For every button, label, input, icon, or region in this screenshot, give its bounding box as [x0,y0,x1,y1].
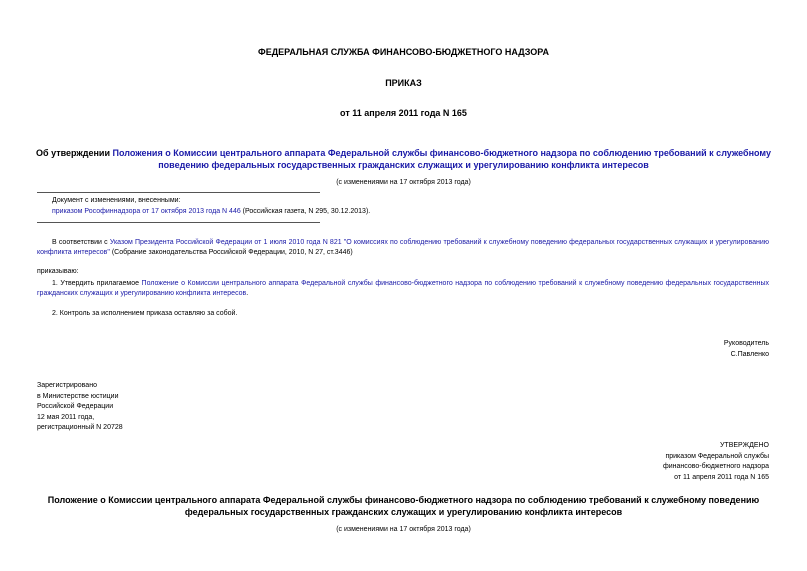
item-2: 2. Контроль за исполнением приказа оставляю за собой. [52,310,238,317]
approved-line: приказом Федеральной службы [665,452,769,460]
revision-note: (с изменениями на 17 октября 2013 года) [336,179,471,186]
registration-line: в Министерстве юстиции [37,392,119,400]
registration-line: регистрационный N 20728 [37,424,123,432]
divider-bottom [37,222,320,223]
amendments-line [52,208,370,215]
doc-title [36,147,771,171]
preamble-prefix: В соответствии с [52,239,110,246]
approved-line: УТВЕРЖДЕНО [719,442,769,449]
registration-block [37,381,123,434]
agency-heading: ФЕДЕРАЛЬНАЯ СЛУЖБА ФИНАНСОВО-БЮДЖЕТНОГО НАДЗОРА [258,47,549,57]
preamble-tail: (Собрание законодательства Российской Федерации, 2010, N 27, ст.3446) [109,249,353,256]
regulation-title: Положение о Комиссии центрального аппарата Федеральной службы финансово-бюджетного надзора по соблюдению требований к служебному поведению федеральных государственных гражданских служащих и урегулированию конфликта интересов [47,495,760,517]
amendment-tail: (Российская газета, N 295, 30.12.2013). [240,208,371,215]
regulation-link[interactable]: Положение о Комиссии центрального аппарата Федеральной службы финансово-бюджетного надзора по соблюдению требований к служебному поведению федеральных государственных гражданских служащих и урегулированию конфликта интересов [37,280,769,297]
registration-line: 12 мая 2011 года, [37,413,95,421]
doc-title-link[interactable]: Положения о Комиссии центрального аппарата Федеральной службы финансово-бюджетного надзора по соблюдению требований к служебному поведению федеральных государственных гражданских служащих и урегулированию конфликта интересов [112,148,771,170]
doc-title-prefix: Об утверждении [36,148,113,158]
doc-date-number: от 11 апреля 2011 года N 165 [340,108,467,118]
amendments-label: Документ с изменениями, внесенными: [52,197,181,204]
approved-line: финансово-бюджетного надзора [662,463,769,471]
doc-type-heading: ПРИКАЗ [385,78,422,88]
item-1-prefix: 1. Утвердить прилагаемое [52,280,142,287]
regulation-revision-note: (с изменениями на 17 октября 2013 года) [336,526,471,533]
item-1 [37,279,769,299]
registration-line: Российской Федерации [37,403,114,411]
approved-block [663,441,769,483]
approved-line: от 11 апреля 2011 года N 165 [674,473,769,481]
order-word: приказываю: [37,268,79,275]
item-1-tail: . [246,290,249,297]
amendment-link[interactable]: приказом Рософиннадзора от 17 октября 2013 года N 446 [52,208,241,215]
decree-link[interactable]: Указом Президента Российской Федерации от 1 июля 2010 года N 821 "О комиссиях по соблюдению требований к служебному поведению федеральных государственных служащих и урегулированию конфликта интересов" [37,239,770,256]
signatory-role: Руководитель [723,340,769,347]
preamble [37,238,769,258]
divider-top [37,192,320,193]
signatory-name: С.Павленко [730,351,769,358]
registration-line: Зарегистрировано [37,382,97,389]
